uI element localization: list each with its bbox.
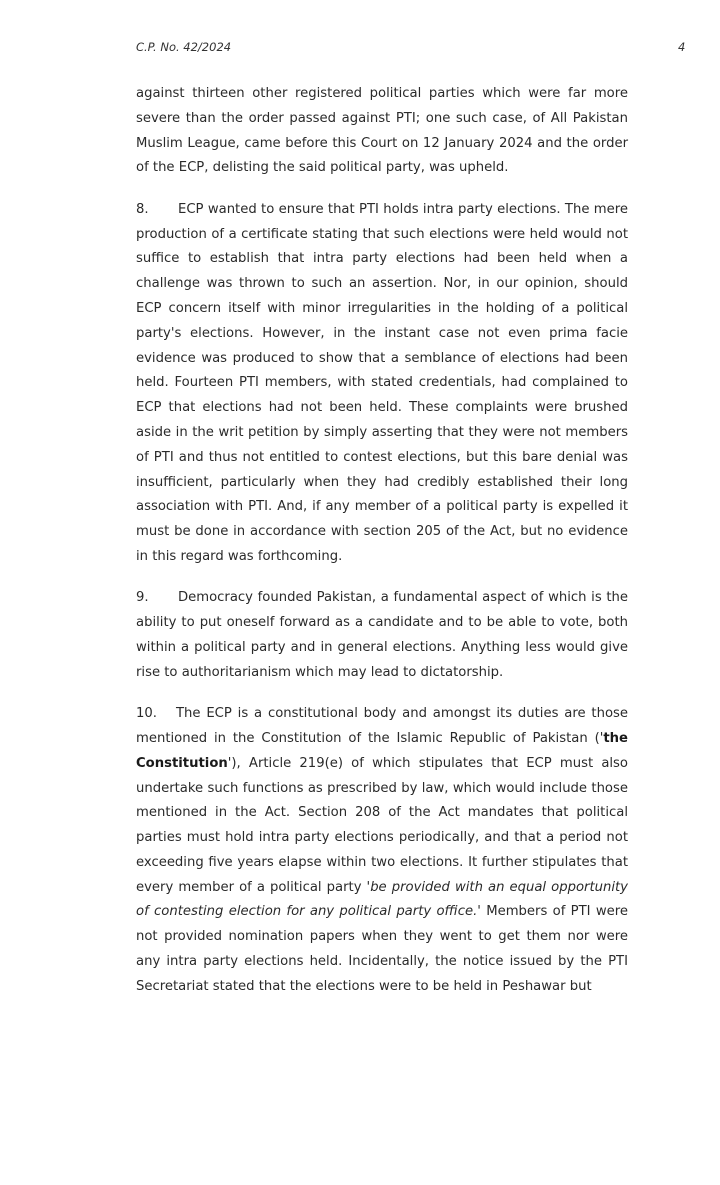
paragraph-text: ' Members of PTI were not provided nomination papers when they went to get them nor were any intra party elections held. Incidentally, the notice issued by the PTI Secretariat stated that the elections were to be held in Peshawar but (136, 904, 628, 994)
paragraph-number: 8. (136, 201, 149, 217)
paragraph-9 (136, 586, 628, 685)
paragraph-text: '), Article 219(e) of which stipulates that ECP must also undertake such functions as prescribed by law, which would include those mentioned in the Act. Section 208 of the Act mandates that political parties must hold intra party elections periodically, and that a period not exceeding five years elapse within two elections. It further stipulates that every member of a political party ' (136, 755, 628, 895)
defined-term: the Constitution (136, 730, 628, 771)
paragraph-continued (136, 82, 628, 181)
paragraph-number: 9. (136, 590, 149, 606)
paragraph-10 (136, 702, 628, 1000)
paragraph-8 (136, 198, 628, 570)
case-reference: C.P. No. 42/2024 (136, 40, 232, 54)
quoted-text: be provided with an equal opportunity of contesting election for any political party office. (136, 879, 628, 920)
page-number: 4 (678, 40, 686, 54)
document-body (136, 82, 628, 1016)
paragraph-text: Democracy founded Pakistan, a fundamental aspect of which is the ability to put oneself forward as a candidate and to be able to vote, both within a political party and in general elections. Anything less would give rise to authoritarianism which may lead to dictatorship. (136, 590, 628, 680)
paragraph-text: The ECP is a constitutional body and amongst its duties are those mentioned in the Constitution of the Islamic Republic of Pakistan (' (136, 706, 628, 746)
paragraph-text: against thirteen other registered political parties which were far more severe than the order passed against PTI; one such case, of All Pakistan Muslim League, came before this Court on 12 January 2024 and the order of the ECP, delisting the said political party, was upheld. (136, 86, 628, 176)
paragraph-text: ECP wanted to ensure that PTI holds intra party elections. The mere production of a certificate stating that such elections were held would not suffice to establish that intra party elections had been held when a challenge was thrown to such an assertion. Nor, in our opinion, should ECP concern itself with minor irregularities in the holding of a political party's elections. However, in the instant case not even prima facie evidence was produced to show that a semblance of elections had been held. Fourteen PTI members, with stated credentials, had complained to ECP that elections had not been held. These complaints were brushed aside in the writ petition by simply asserting that they were not members of PTI and thus not entitled to contest elections, but this bare denial was insufficient, particularly when they had credibly established their long association with PTI. And, if any member of a political party is expelled it must be done in accordance with section 205 of the Act, but no evidence in this regard was forthcoming. (136, 201, 628, 564)
paragraph-number: 10. (136, 706, 157, 722)
